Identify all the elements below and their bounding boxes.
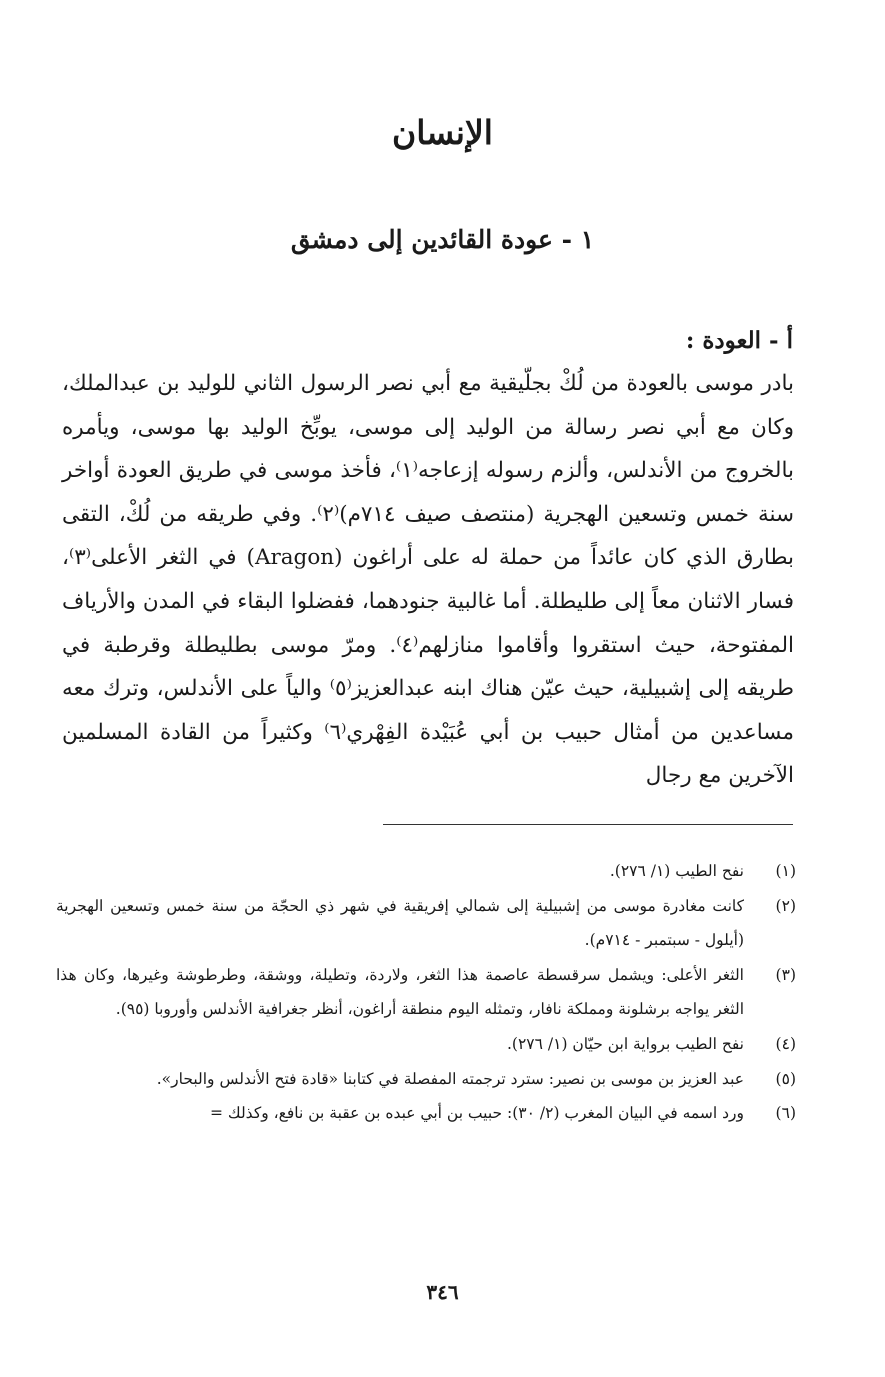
footnote-3 bbox=[56, 958, 796, 1027]
footnote-text: نفح الطيب برواية ابن حيّان (١/ ٢٧٦). bbox=[506, 1034, 744, 1053]
footnote-text: عبد العزيز بن موسى بن نصير: سترد ترجمته المفصلة في كتابنا «قادة فتح الأندلس والبحار». bbox=[156, 1069, 744, 1088]
footnotes-list bbox=[56, 854, 796, 1131]
page-number: ٣٤٦ bbox=[426, 1280, 459, 1304]
footnote-number: (٥) bbox=[775, 1069, 796, 1088]
body-paragraph: بادر موسى بالعودة من لُكْ بجلّيقية مع أبي نصر الرسول الثاني للوليد بن عبدالملك، وكان مع أبي نصر رسالة من الوليد إلى موسى، يوبِّخ الوليد بها موسى، ويأمره بالخروج من الأندلس، وألزم رسوله إزعاجه⁽١⁾، فأخذ موسى في طريق العودة أواخر سنة خمس وتسعين الهجرية (منتصف صيف ٧١٤م)⁽٢⁾. وفي طريقه من لُكْ، التقى بطارق الذي كان عائداً من حملة له على أراغون (Aragon) في الثغر الأعلى⁽٣⁾، فسار الاثنان معاً إلى طليطلة. أما غالبية جنودهما، ففضلوا البقاء في المدن والأرياف المفتوحة، حيث استقروا وأقاموا منازلهم⁽٤⁾. ومرّ موسى بطليطلة وقرطبة في طريقه إلى إشبيلية، حيث عيّن هناك ابنه عبدالعزيز⁽٥⁾ والياً على الأندلس، وترك معه مساعدين من أمثال حبيب بن أبي عُبَيْدة الفِهْري⁽٦⁾ وكثيراً من القادة المسلمين الآخرين مع رجال bbox=[62, 371, 795, 789]
footnote-4 bbox=[56, 1027, 796, 1062]
footnote-divider bbox=[383, 824, 793, 825]
footnote-number: (٤) bbox=[775, 1034, 796, 1053]
footnote-number: (٣) bbox=[775, 965, 796, 984]
footnote-5 bbox=[56, 1062, 796, 1097]
footnote-text: الثغر الأعلى: ويشمل سرقسطة عاصمة هذا الثغر، ولاردة، وتطيلة، ووشقة، وطرطوشة وغيرها، وكان هذا الثغر يواجه برشلونة ومملكة نافار، وتمثله اليوم منطقة أراغون، أنظر جغرافية الأندلس وأوروبا (٩٥). bbox=[56, 965, 744, 1019]
chapter-title: الإنسان bbox=[392, 113, 493, 152]
footnote-number: (٢) bbox=[775, 896, 796, 915]
subsection-title: أ - العودة : bbox=[685, 327, 793, 354]
footnote-6 bbox=[56, 1096, 796, 1131]
footnote-number: (٦) bbox=[775, 1104, 796, 1123]
footnote-text: نفح الطيب (١/ ٢٧٦). bbox=[609, 862, 744, 880]
footnote-text: كانت مغادرة موسى من إشبيلية إلى شمالي إفريقية في شهر ذي الحجّة من سنة خمس وتسعين الهجرية (أيلول - سبتمبر - ٧١٤م). bbox=[56, 896, 744, 950]
footnote-1 bbox=[56, 854, 796, 889]
footnote-text: ورد اسمه في البيان المغرب (٢/ ٣٠): حبيب بن أبي عبده بن عقبة بن نافع، وكذلك = bbox=[209, 1104, 744, 1123]
footnote-number: (١) bbox=[775, 862, 796, 880]
section-title: ١ - عودة القائدين إلى دمشق bbox=[290, 225, 595, 254]
footnote-2 bbox=[56, 889, 796, 958]
